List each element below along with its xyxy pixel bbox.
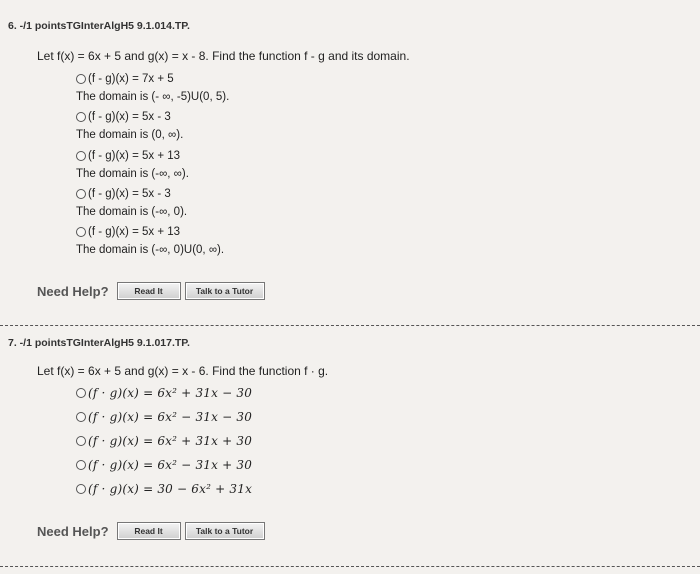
q7-option-4-expr: (f · g)(x) = 6x² − 31x + 30 xyxy=(88,458,253,472)
q6-option-2-expr: (f - g)(x) = 5x - 3 xyxy=(88,111,171,123)
q6-option-5[interactable] xyxy=(76,226,180,238)
q7-option-2-expr: (f · g)(x) = 6x² − 31x − 30 xyxy=(88,410,253,424)
radio-button[interactable] xyxy=(76,151,86,161)
q6-option-2[interactable] xyxy=(76,111,171,123)
q6-option-4-expr: (f - g)(x) = 5x - 3 xyxy=(88,188,171,200)
q7-help-row xyxy=(37,522,269,540)
q6-option-4-domain: The domain is (-∞, 0). xyxy=(76,206,188,218)
radio-button[interactable] xyxy=(76,436,86,446)
q6-option-2-domain: The domain is (0, ∞). xyxy=(76,129,184,141)
q7-option-1-expr: (f · g)(x) = 6x² + 31x − 30 xyxy=(88,386,253,400)
talk-to-tutor-button[interactable]: Talk to a Tutor xyxy=(185,522,265,540)
q6-option-1-domain: The domain is (- ∞, -5)U(0, 5). xyxy=(76,91,230,103)
q7-option-3[interactable] xyxy=(76,434,252,448)
need-help-label: Need Help? xyxy=(37,283,109,299)
question-6-header: 6. -/1 pointsTGInterAlgH5 9.1.014.TP. xyxy=(8,20,190,32)
radio-button[interactable] xyxy=(76,227,86,237)
radio-button[interactable] xyxy=(76,412,86,422)
q7-option-2[interactable] xyxy=(76,410,252,424)
q6-option-3-domain: The domain is (-∞, ∞). xyxy=(76,168,189,180)
q7-option-4[interactable] xyxy=(76,458,252,472)
q6-option-3-expr: (f - g)(x) = 5x + 13 xyxy=(88,150,181,162)
q6-option-5-expr: (f - g)(x) = 5x + 13 xyxy=(88,226,181,238)
q7-option-5-expr: (f · g)(x) = 30 − 6x² + 31x xyxy=(88,482,253,496)
radio-button[interactable] xyxy=(76,112,86,122)
radio-button[interactable] xyxy=(76,460,86,470)
question-separator xyxy=(0,325,700,326)
question-6-prompt: Let f(x) = 6x + 5 and g(x) = x - 8. Find the function f - g and its domain. xyxy=(37,49,410,63)
q6-help-row xyxy=(37,282,269,300)
question-7-prompt: Let f(x) = 6x + 5 and g(x) = x - 6. Find the function f · g. xyxy=(37,364,329,378)
q6-option-1[interactable] xyxy=(76,73,174,85)
q6-option-4[interactable] xyxy=(76,188,171,200)
talk-to-tutor-button[interactable]: Talk to a Tutor xyxy=(185,282,265,300)
q7-option-3-expr: (f · g)(x) = 6x² + 31x + 30 xyxy=(88,434,253,448)
q6-option-5-domain: The domain is (-∞, 0)U(0, ∞). xyxy=(76,244,225,256)
radio-button[interactable] xyxy=(76,74,86,84)
read-it-button[interactable]: Read It xyxy=(117,282,181,300)
q6-option-1-expr: (f - g)(x) = 7x + 5 xyxy=(88,73,174,85)
read-it-button[interactable]: Read It xyxy=(117,522,181,540)
q6-option-3[interactable] xyxy=(76,150,180,162)
radio-button[interactable] xyxy=(76,189,86,199)
q7-option-5[interactable] xyxy=(76,482,252,496)
need-help-label: Need Help? xyxy=(37,523,109,539)
radio-button[interactable] xyxy=(76,388,86,398)
question-separator-bottom xyxy=(0,566,700,567)
radio-button[interactable] xyxy=(76,484,86,494)
q7-option-1[interactable] xyxy=(76,386,252,400)
question-7-header: 7. -/1 pointsTGInterAlgH5 9.1.017.TP. xyxy=(8,337,190,349)
